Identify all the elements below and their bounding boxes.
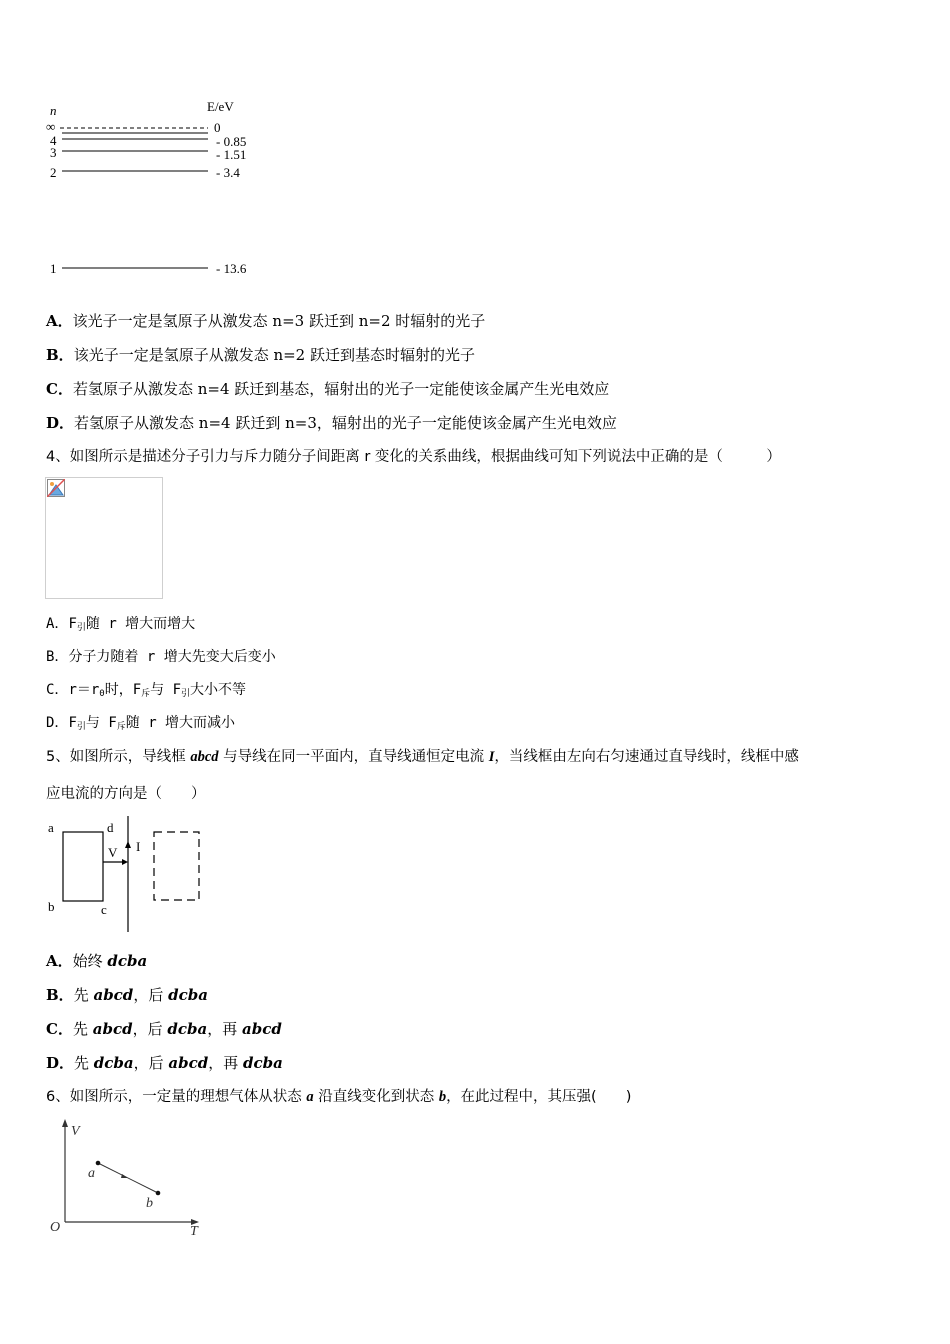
svg-text:b: b (48, 899, 55, 914)
q4-option-c: C．$r=r_0$时，$F_斥$与 $F_引$大小不等 (46, 682, 247, 699)
svg-text:- 0.85: - 0.85 (216, 134, 247, 149)
q4-stem: 4、如图所示是描述分子引力与斥力随分子间距离 r 变化的关系曲线，根据曲线可知下列说法中正确的是（ ） (46, 449, 781, 465)
svg-text:2: 2 (50, 165, 57, 180)
q6-stem: 6、如图所示，一定量的理想气体从状态 a 沿直线变化到状态 b，在此过程中，其压强( ) (46, 1089, 632, 1105)
broken-image-placeholder (45, 477, 163, 599)
q4-option-a: A．$F_引$随 r 增大而增大 (46, 616, 196, 633)
q3-option-a: A．该光子一定是氢原子从激发态 n=3 跃迁到 n=2 时辐射的光子 (46, 312, 486, 330)
q3-option-c: C．若氢原子从激发态 n=4 跃迁到基态，辐射出的光子一定能使该金属产生光电效应 (46, 380, 610, 398)
q5-option-c: C．先 abcd，后 dcba，再 abcd (46, 1020, 282, 1038)
energy-level-diagram (40, 95, 270, 285)
n-axis-label: n (50, 103, 57, 118)
svg-text:4: 4 (50, 133, 57, 148)
svg-text:a: a (48, 820, 54, 835)
svg-text:1: 1 (50, 261, 57, 276)
svg-text:0: 0 (214, 120, 221, 135)
q4-option-d: D．$F_引$与 $F_斥$随 r 增大而减小 (46, 715, 236, 732)
svg-text:- 1.51: - 1.51 (216, 147, 247, 162)
q5-option-d: D．先 dcba，后 abcd，再 dcba (46, 1054, 283, 1072)
wire-frame-diagram (40, 810, 220, 940)
q3-option-d: D．若氢原子从激发态 n=4 跃迁到 n=3，辐射出的光子一定能使该金属产生光电效应 (46, 414, 617, 432)
svg-text:O: O (50, 1220, 61, 1235)
svg-text:b: b (146, 1196, 153, 1211)
svg-text:d: d (107, 820, 114, 835)
svg-text:V: V (71, 1124, 80, 1139)
svg-text:c: c (101, 902, 107, 917)
svg-text:T: T (190, 1224, 198, 1239)
q5-option-b: B．先 abcd，后 dcba (46, 986, 208, 1004)
svg-text:- 13.6: - 13.6 (216, 261, 247, 276)
svg-text:I: I (136, 839, 141, 854)
svg-text:- 3.4: - 3.4 (216, 165, 240, 180)
vt-graph (40, 1115, 220, 1240)
svg-text:3: 3 (50, 145, 57, 160)
svg-text:∞: ∞ (46, 119, 56, 134)
q5-stem-line2: 应电流的方向是（ ） (46, 786, 206, 802)
q3-option-b: B．该光子一定是氢原子从激发态 n=2 跃迁到基态时辐射的光子 (46, 346, 475, 364)
e-axis-label: E/eV (207, 99, 234, 114)
q5-option-a: A．始终 dcba (46, 952, 148, 970)
broken-image-icon (47, 479, 65, 497)
svg-text:V: V (108, 845, 118, 860)
q4-option-b: B．分子力随着 r 增大先变大后变小 (46, 649, 276, 665)
q5-stem: 5、如图所示，导线框 abcd 与导线在同一平面内，直导线通恒定电流 I，当线框由左向右匀速通过直导线时，线框中感 (46, 749, 799, 765)
svg-text:a: a (88, 1166, 95, 1181)
